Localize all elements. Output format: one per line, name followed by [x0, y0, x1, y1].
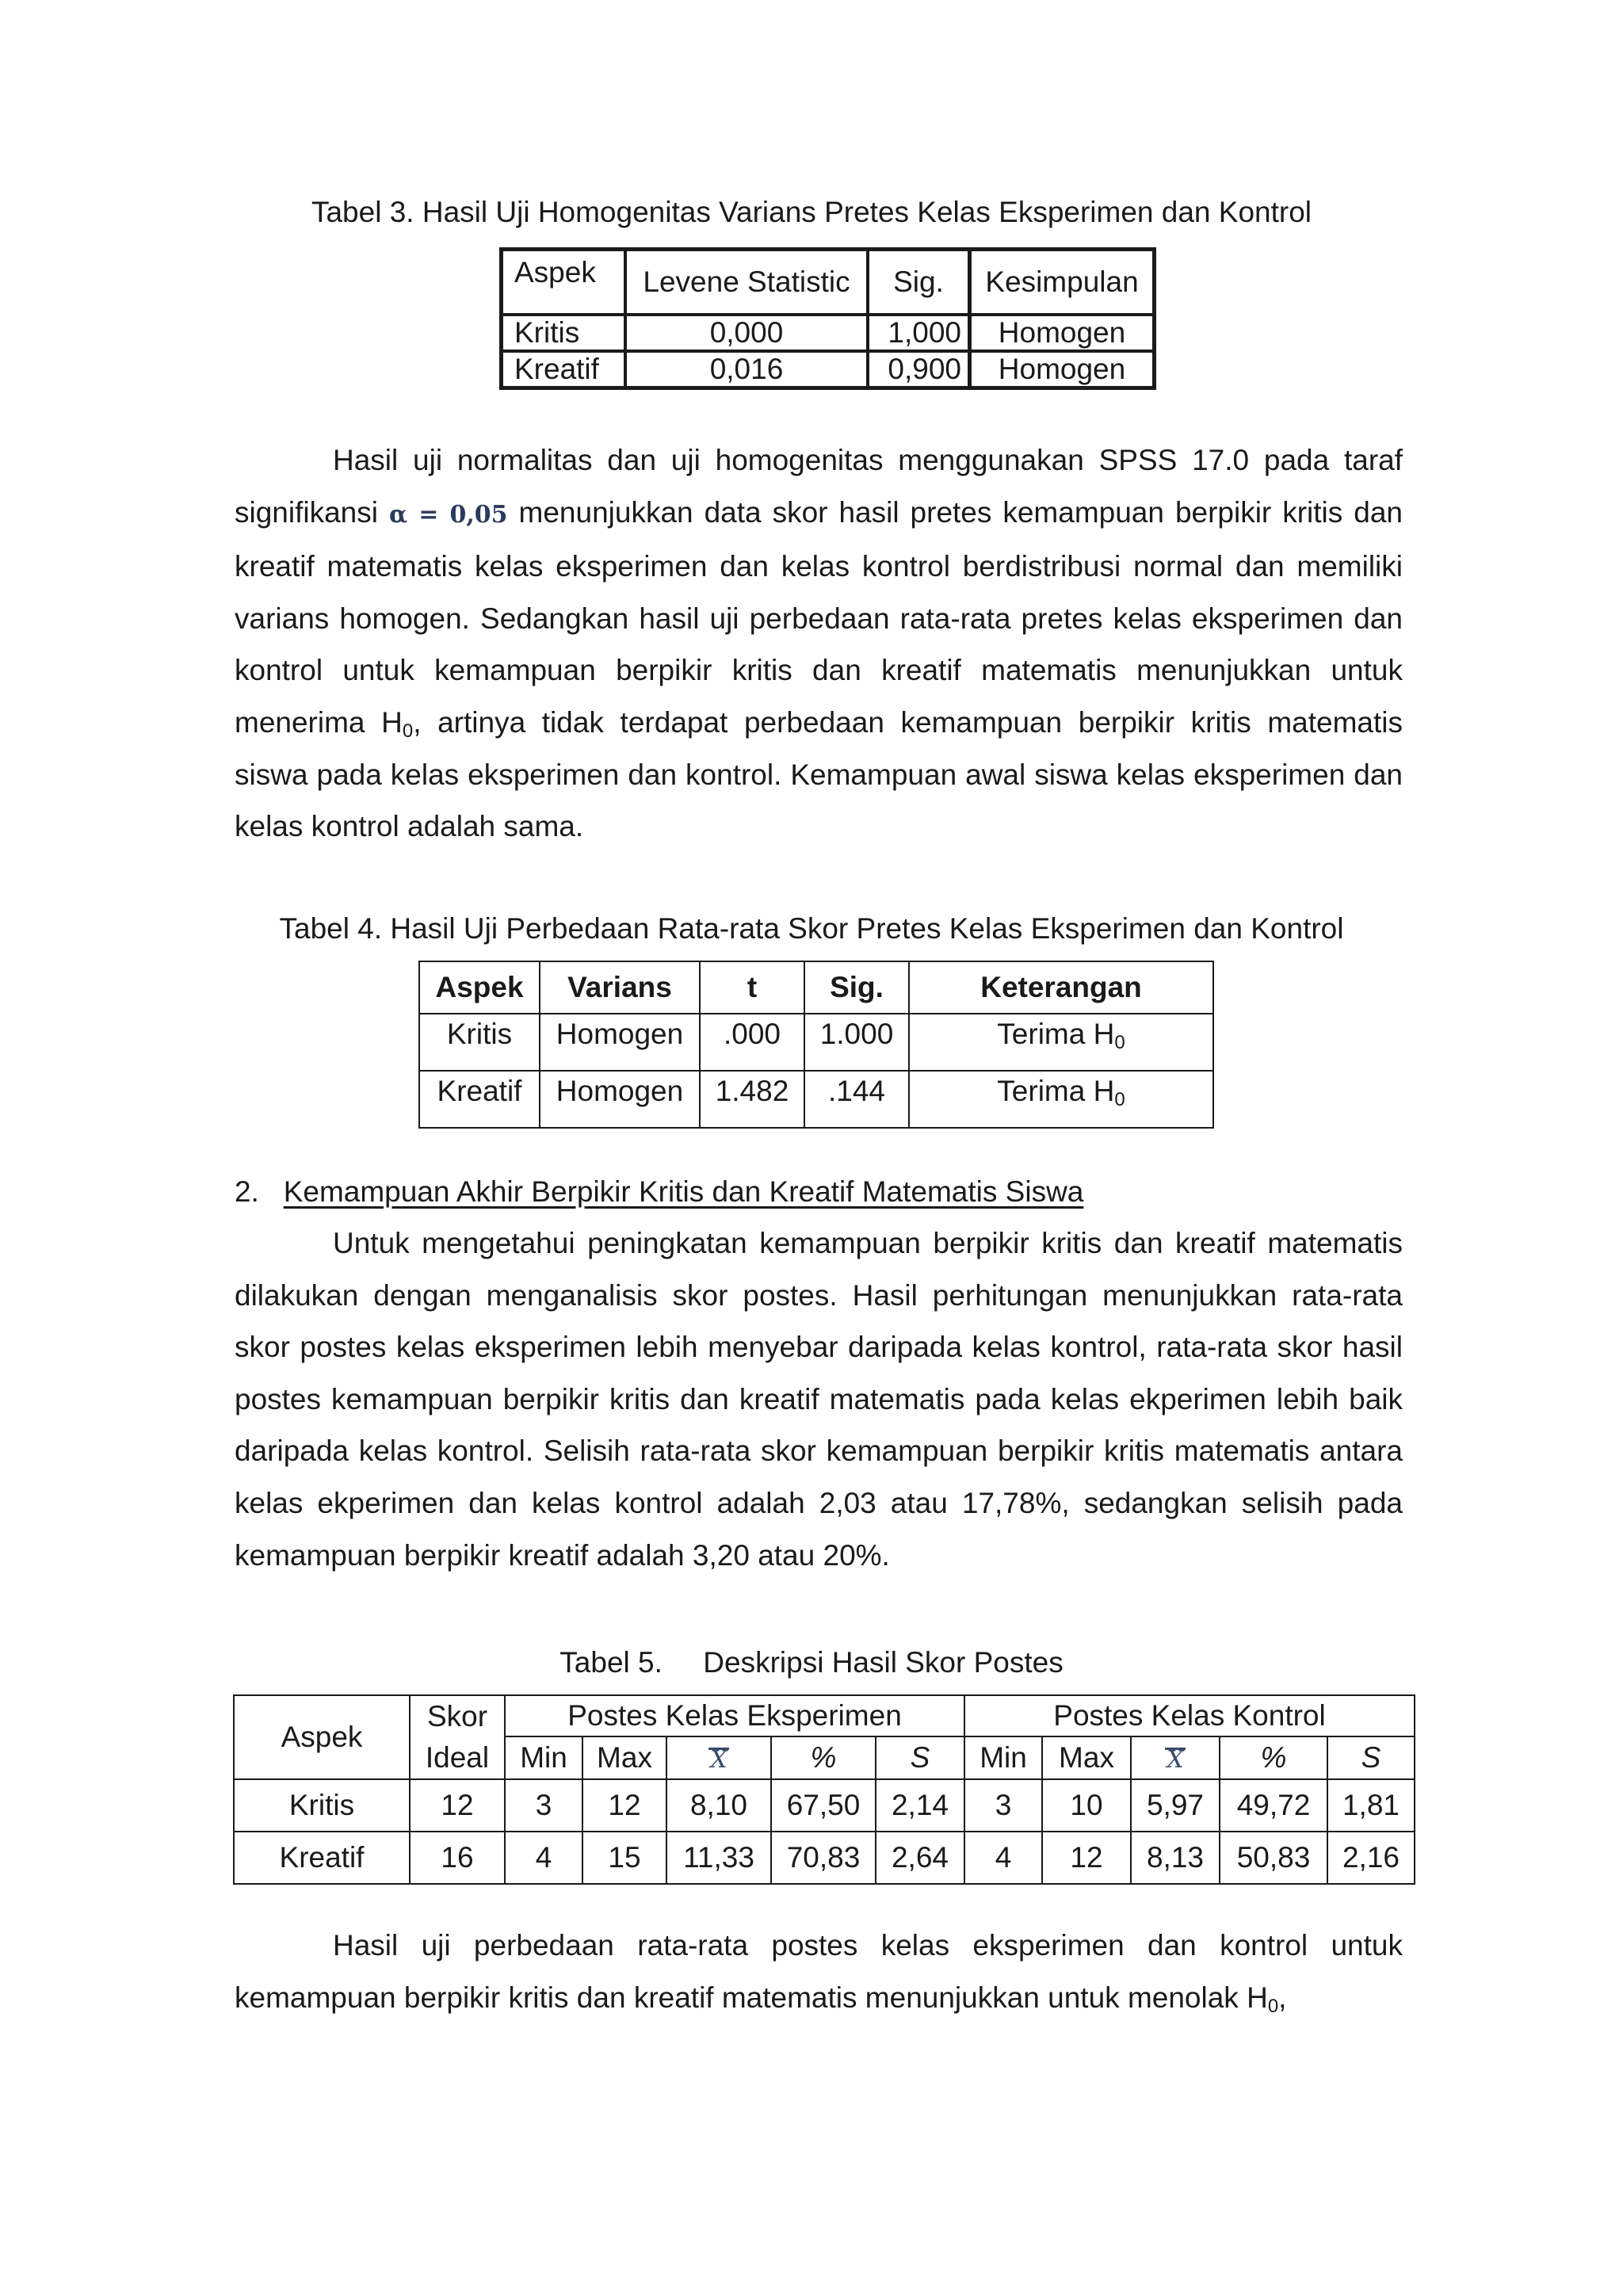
t5-cell: Kreatif — [234, 1832, 410, 1884]
t5-cell: 1,81 — [1327, 1779, 1415, 1832]
table3 — [499, 247, 1156, 390]
t4-cell: Kritis — [419, 1014, 540, 1071]
t3-cell: 0,016 — [625, 351, 868, 388]
t5-cell: 67,50 — [771, 1779, 876, 1832]
t3-header-aspek: Aspek — [502, 250, 626, 315]
t5-sub-min: Min — [505, 1736, 582, 1779]
paragraph-2: Untuk mengetahui peningkatan kemampuan berpikir kritis dan kreatif matematis dilakukan dengan menganalisis skor postes. Hasil perhitungan menunjukkan rata-rata skor postes kelas eksperimen lebih menyebar daripada kelas kontrol, rata-rata skor hasil postes kemampuan berpikir kritis dan kreatif matematis pada kelas ekperimen lebih baik daripada kelas kontrol. Selisih rata-rata skor kemampuan berpikir kritis matematis antara kelas ekperimen dan kelas kontrol adalah 2,03 atau 17,78%, sedangkan selisih pada kemampuan berpikir kreatif adalah 3,20 atau 20%. — [235, 1227, 1403, 1572]
t5-sub-s: S — [1327, 1736, 1415, 1779]
table4 — [418, 961, 1214, 1129]
t4-terima: Terima H — [997, 1018, 1115, 1050]
t5-header-kontrol: Postes Kelas Kontrol — [964, 1695, 1415, 1736]
alpha-formula — [389, 496, 508, 529]
para1-end: , artinya tidak terdapat perbedaan kemampuan berpikir kritis matematis siswa pada kelas eksperimen dan kontrol. Kemampuan awal siswa kelas eksperimen dan kelas kontrol adalah sama. — [235, 705, 1403, 843]
t5-sub-max: Max — [582, 1736, 666, 1779]
t5-cell: 11,33 — [666, 1832, 771, 1884]
t3-cell: Kreatif — [502, 351, 626, 388]
t3-cell: Homogen — [970, 351, 1155, 388]
t5-cell: 15 — [582, 1832, 666, 1884]
t5-cell: 50,83 — [1220, 1832, 1327, 1884]
t4-cell: Homogen — [540, 1071, 700, 1128]
t5-sub-max: Max — [1042, 1736, 1131, 1779]
t3-cell: 0,000 — [625, 315, 868, 351]
t5-cell: 2,64 — [876, 1832, 964, 1884]
t3-header-kesimpulan: Kesimpulan — [970, 250, 1155, 315]
t5-cell: 12 — [410, 1779, 505, 1832]
xbar-symbol: X — [1167, 1746, 1184, 1774]
xbar-symbol: X — [710, 1746, 727, 1774]
table3-caption: Tabel 3. Hasil Uji Homogenitas Varians Pretes Kelas Eksperimen dan Kontrol — [311, 196, 1312, 228]
section-number: 2. — [235, 1175, 259, 1208]
t3-header-levene: Levene Statistic — [625, 250, 868, 315]
t4-cell: Homogen — [540, 1014, 700, 1071]
t4-cell: 1.000 — [804, 1014, 909, 1071]
t5-cell: 8,13 — [1131, 1832, 1220, 1884]
t3-cell: 1,000 — [868, 315, 970, 351]
t4-header-sig: Sig. — [804, 961, 909, 1014]
t4-header-t: t — [700, 961, 804, 1014]
t4-terima: Terima H — [997, 1075, 1115, 1107]
para3-text: Hasil uji perbedaan rata-rata postes kelas eksperimen dan kontrol untuk kemampuan berpikir kritis dan kreatif matematis menunjukkan untuk menolak H — [235, 1929, 1403, 2014]
t5-cell: 2,16 — [1327, 1832, 1415, 1884]
t5-cell: 16 — [410, 1832, 505, 1884]
t5-cell: 2,14 — [876, 1779, 964, 1832]
t4-header-keterangan: Keterangan — [909, 961, 1213, 1014]
table4-caption: Tabel 4. Hasil Uji Perbedaan Rata-rata Skor Pretes Kelas Eksperimen dan Kontrol — [279, 912, 1344, 945]
t5-header-eksperimen: Postes Kelas Eksperimen — [505, 1695, 964, 1736]
t5-header-aspek: Aspek — [234, 1695, 410, 1779]
t5-sub-mean — [666, 1736, 771, 1779]
h0-subscript: 0 — [402, 720, 414, 742]
t5-sub-mean — [1131, 1736, 1220, 1779]
t5-sub-percent: % — [1220, 1736, 1327, 1779]
t4-cell — [909, 1071, 1213, 1128]
table5-caption — [0, 1645, 1623, 1680]
t4-cell: .000 — [700, 1014, 804, 1071]
para1-signif: signifikansi — [235, 495, 378, 529]
t4-cell — [909, 1014, 1213, 1071]
table5-caption-title: Deskripsi Hasil Skor Postes — [703, 1646, 1064, 1679]
t5-sub-s: S — [876, 1736, 964, 1779]
t4-cell: .144 — [804, 1071, 909, 1128]
table5-caption-num: Tabel 5. — [559, 1646, 663, 1679]
t3-cell: Homogen — [970, 315, 1155, 351]
t5-cell: 8,10 — [666, 1779, 771, 1832]
section-title: Kemampuan Akhir Berpikir Kritis dan Kreatif Matematis Siswa — [283, 1175, 1084, 1208]
para1-line1: Hasil uji normalitas dan uji homogenitas menggunakan SPSS 17.0 pada taraf — [333, 444, 1403, 476]
t5-cell: 49,72 — [1220, 1779, 1327, 1832]
t5-cell: 5,97 — [1131, 1779, 1220, 1832]
t5-cell: 12 — [582, 1779, 666, 1832]
h0-subscript: 0 — [1267, 1995, 1279, 2017]
t3-header-sig: Sig. — [868, 250, 970, 315]
t3-cell: 0,900 — [868, 351, 970, 388]
t5-sub-min: Min — [964, 1736, 1042, 1779]
t5-cell: 3 — [505, 1779, 582, 1832]
t5-header-skor-ideal: Skor Ideal — [410, 1695, 505, 1779]
t5-cell: 70,83 — [771, 1832, 876, 1884]
alpha-value: α = 0,05 — [388, 500, 508, 529]
section-2-heading — [235, 1175, 1083, 1209]
t5-sub-percent: % — [771, 1736, 876, 1779]
t5-cell: 10 — [1042, 1779, 1131, 1832]
t4-sub: 0 — [1114, 1032, 1125, 1053]
t5-cell: 3 — [964, 1779, 1042, 1832]
t4-cell: Kreatif — [419, 1071, 540, 1128]
t5-cell: 12 — [1042, 1832, 1131, 1884]
t3-cell: Kritis — [502, 315, 626, 351]
t4-header-aspek: Aspek — [419, 961, 540, 1014]
t4-header-varians: Varians — [540, 961, 700, 1014]
t5-cell: 4 — [505, 1832, 582, 1884]
t4-cell: 1.482 — [700, 1071, 804, 1128]
para1-rest: menunjukkan data skor hasil pretes kemampuan berpikir kritis dan kreatif matematis kelas eksperimen dan kelas kontrol berdistribusi normal dan memiliki varians homogen. Sedangkan hasil uji perbedaan rata-rata pretes kelas eksperimen dan kontrol untuk kemampuan berpikir kritis dan kreatif matematis menunjukkan untuk menerima H — [235, 495, 1403, 739]
t5-cell: Kritis — [234, 1779, 410, 1832]
t4-sub: 0 — [1114, 1089, 1125, 1110]
paragraph-1 — [235, 434, 1403, 853]
para3-end: , — [1278, 1981, 1287, 2014]
table5 — [233, 1694, 1415, 1885]
t5-cell: 4 — [964, 1832, 1042, 1884]
paragraph-3 — [235, 1920, 1403, 2023]
